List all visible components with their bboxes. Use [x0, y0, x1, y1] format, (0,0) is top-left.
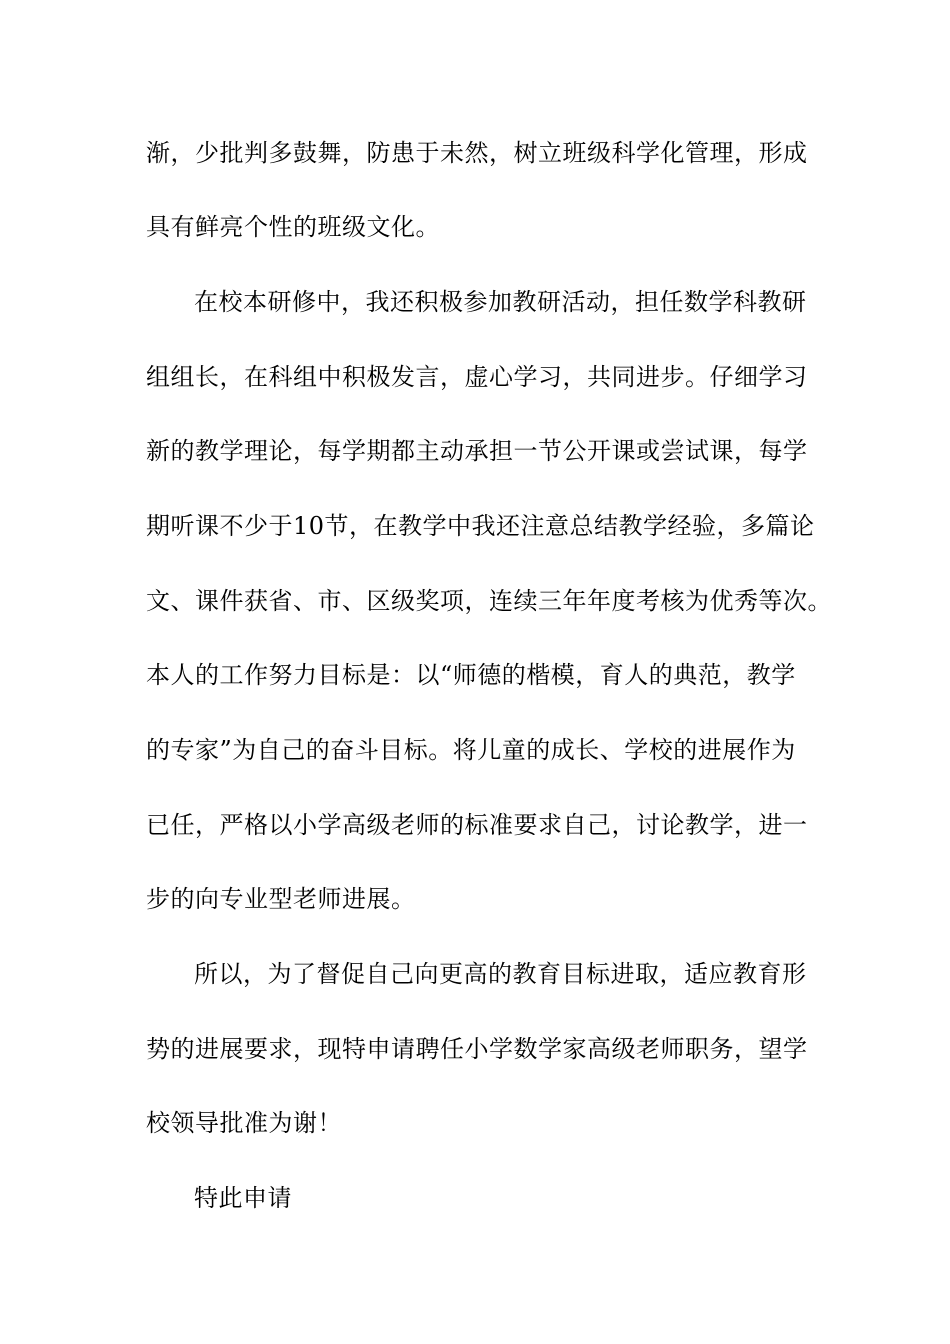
text-line-9: 的专家”为自己的奋斗目标。将儿童的成长、学校的进展作为: [146, 736, 796, 764]
text-line-13: 势的进展要求，现特申请聘任小学数学家高级老师职务，望学: [146, 1035, 808, 1063]
text-line-4: 组组长，在科组中积极发言，虚心学习，共同进步。仔细学习: [146, 363, 808, 391]
text-line-8: 本人的工作努力目标是：以“师德的楷模，育人的典范，教学: [146, 661, 796, 689]
text-line-11: 步的向专业型老师进展。: [146, 885, 416, 913]
text-line-10: 已任，严格以小学高级老师的标准要求自己，讨论教学，进一: [146, 811, 808, 839]
text-line-5: 新的教学理论，每学期都主动承担一节公开课或尝试课，每学: [146, 437, 808, 465]
paragraph-start-line: 在校本研修中，我还积极参加教研活动，担任数学科教研: [194, 288, 807, 316]
paragraph-start-line: 所以，为了督促自己向更高的教育目标进取，适应教育形: [194, 960, 807, 988]
text-line-2: 具有鲜亮个性的班级文化。: [146, 213, 440, 241]
closing-line: 特此申请: [194, 1184, 292, 1212]
text-line-14: 校领导批准为谢！: [146, 1109, 342, 1137]
text-line-6: 期听课不少于10节，在教学中我还注意总结教学经验，多篇论: [146, 512, 815, 540]
text-line-1: 渐，少批判多鼓舞，防患于未然，树立班级科学化管理，形成: [146, 139, 808, 167]
text-line-7: 文、课件获省、市、区级奖项，连续三年年度考核为优秀等次。: [146, 587, 832, 615]
